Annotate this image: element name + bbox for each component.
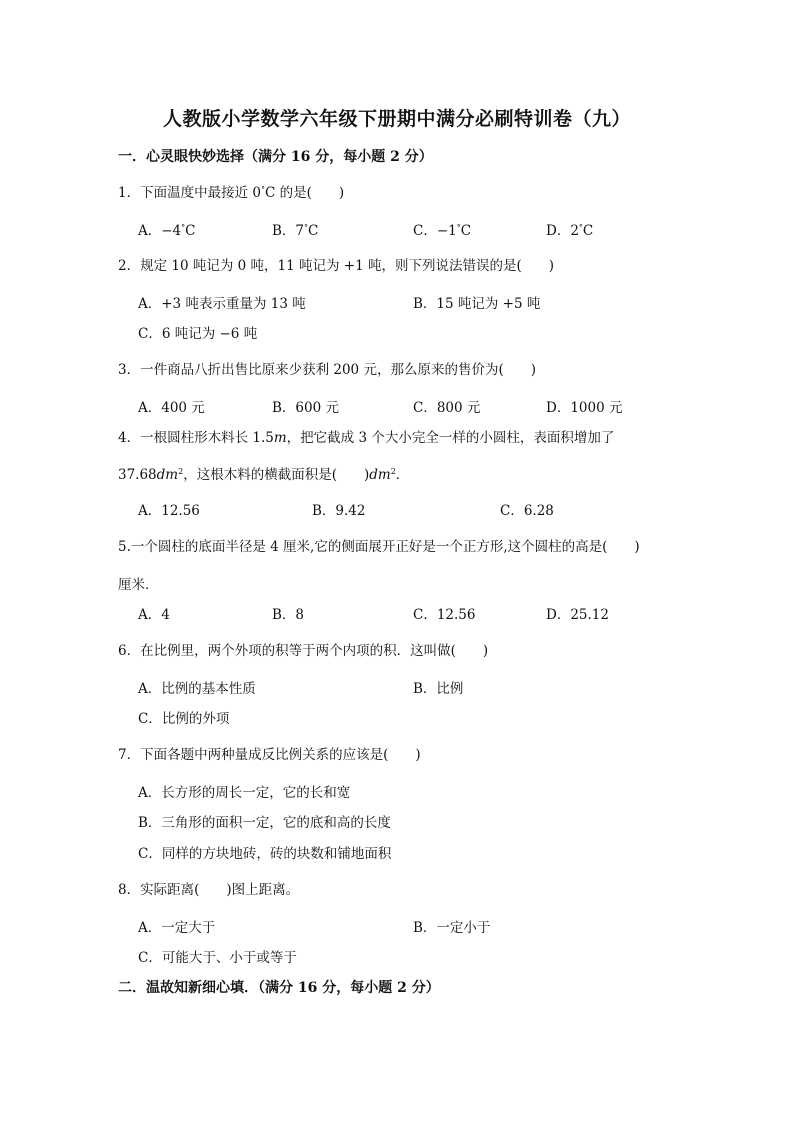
q3-option-b: B．600 元	[272, 400, 339, 416]
q5-option-a: A．4	[138, 607, 170, 623]
q5-option-d: D．25.12	[546, 607, 609, 623]
question-4-line-2: $37.68dm^2$，这根木料的横截面积是( )$dm^2$．	[118, 467, 410, 483]
q3-option-a: A．400 元	[138, 400, 205, 416]
question-8: 8．实际距离( )图上距离。	[118, 882, 300, 898]
q1-option-c: C．−1°C	[413, 223, 472, 239]
q1-option-d: D．2°C	[546, 223, 594, 239]
question-5-line-1: 5.一个圆柱的底面半径是 4 厘米,它的侧面展开正好是一个正方形,这个圆柱的高是( )	[118, 539, 640, 555]
q5-option-b: B．8	[272, 607, 305, 623]
q7-option-a: A．长方形的周长一定，它的长和宽	[138, 785, 351, 801]
q4-option-a: A．12.56	[138, 503, 200, 519]
q1-option-a: A．−4°C	[138, 223, 196, 239]
section-heading-2: 二．温故知新细心填．（满分 16 分，每小题 2 分）	[118, 980, 440, 996]
q6-option-b: B．比例	[413, 681, 464, 697]
q8-option-c: C．可能大于、小于或等于	[138, 950, 297, 966]
question-4-line-1: 4．一根圆柱形木料长 1.5m，把它截成 3 个大小完全一样的小圆柱，表面积增加了	[118, 430, 615, 446]
q6-option-a: A．比例的基本性质	[138, 681, 256, 697]
question-1	[118, 181, 344, 201]
q1-option-b: B．7°C	[272, 223, 319, 239]
degree-mark: °	[260, 185, 265, 194]
q6-option-c: C．比例的外项	[138, 711, 230, 727]
question-3: 3．一件商品八折出售比原来少获利 200 元，那么原来的售价为( )	[118, 362, 536, 378]
q4-option-c: C．6.28	[500, 503, 554, 519]
section-heading-1: 一．心灵眼快妙选择（满分 16 分，每小题 2 分）	[118, 149, 433, 165]
q8-option-b: B．一定小于	[413, 920, 491, 936]
q4-option-b: B．9.42	[312, 503, 366, 519]
question-5-line-2: 厘米．	[118, 577, 159, 593]
q7-option-c: C．同样的方块地砖，砖的块数和铺地面积	[138, 846, 392, 862]
q2-option-c: C．6 吨记为 −6 吨	[138, 326, 258, 342]
question-2: 2．规定 10 吨记为 0 吨，11 吨记为 +1 吨，则下列说法错误的是( )	[118, 258, 555, 274]
q3-option-c: C．800 元	[413, 400, 481, 416]
question-1-stem: 1．下面温度中最接近 0	[118, 185, 261, 201]
q2-option-a: A．+3 吨表示重量为 13 吨	[138, 296, 306, 312]
q2-option-b: B．15 吨记为 +5 吨	[413, 296, 541, 312]
question-1-stem-end: C 的是( )	[264, 185, 345, 201]
q8-option-a: A．一定大于	[138, 920, 216, 936]
page-title: 人教版小学数学六年级下册期中满分必刷特训卷（九）	[162, 108, 631, 130]
q7-option-b: B．三角形的面积一定，它的底和高的长度	[138, 815, 391, 831]
question-7: 7．下面各题中两种量成反比例关系的应该是( )	[118, 747, 421, 763]
q3-option-d: D．1000 元	[546, 400, 623, 416]
question-6: 6．在比例里，两个外项的积等于两个内项的积．这叫做( )	[118, 643, 489, 659]
q5-option-c: C．12.56	[413, 607, 476, 623]
